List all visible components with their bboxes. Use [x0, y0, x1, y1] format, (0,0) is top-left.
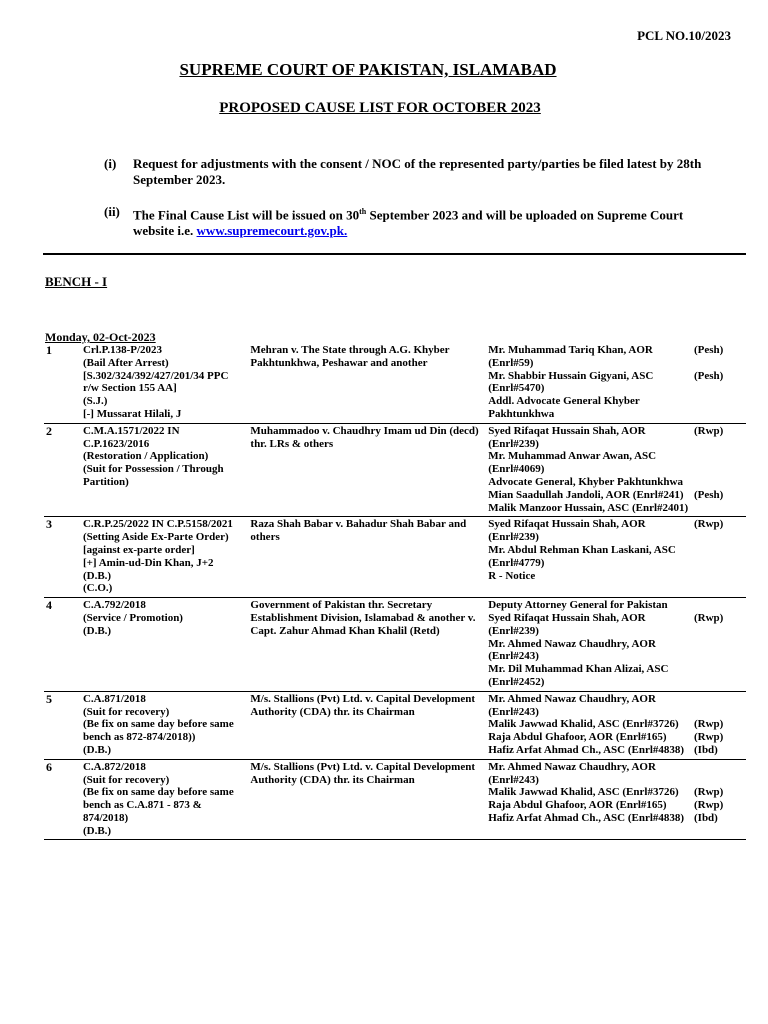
- advocate-region: [694, 570, 744, 583]
- advocate-name: Malik Manzoor Hussain, ASC (Enrl#2401): [488, 501, 689, 514]
- advocate-entry: [488, 731, 744, 744]
- advocate-region: (Rwp): [694, 518, 724, 531]
- case-detail-line: (D.B.): [82, 824, 112, 837]
- advocate-region: (Ibd): [694, 743, 718, 756]
- advocate-name: Hafiz Arfat Ahmad Ch., ASC (Enrl#4838): [488, 811, 685, 824]
- advocate-name: Malik Jawwad Khalid, ASC (Enrl#3726): [488, 786, 679, 799]
- case-detail-line: C.R.P.25/2022 IN C.P.5158/2021: [82, 518, 233, 531]
- case-detail-line: C.A.792/2018: [82, 599, 146, 612]
- advocate-region: [694, 599, 744, 612]
- advocate-name: Mian Saadullah Jandoli, AOR (Enrl#241): [488, 488, 684, 501]
- case-number-cell: [81, 517, 248, 598]
- case-row: [44, 759, 746, 840]
- case-detail-line: (D.B.): [82, 743, 112, 756]
- header-divider: [43, 253, 746, 255]
- advocate-region: (Rwp): [694, 424, 724, 437]
- advocate-name: Mr. Abdul Rehman Khan Laskani, ASC (Enrl#4779): [488, 543, 676, 569]
- note-text: [104, 204, 704, 239]
- case-number-cell: [81, 343, 248, 423]
- case-detail-line: (Restoration / Application): [82, 450, 209, 463]
- note-superscript: th: [359, 207, 367, 216]
- advocate-entry: [488, 489, 744, 502]
- advocate-entry: [488, 599, 744, 612]
- advocate-name: Mr. Ahmed Nawaz Chaudhry, AOR (Enrl#243): [488, 637, 656, 663]
- advocate-region: (Ibd): [694, 811, 718, 824]
- case-row: [44, 691, 746, 759]
- serial-number: 4: [46, 598, 52, 613]
- case-detail-line: (Suit for recovery): [82, 705, 170, 718]
- court-title: SUPREME COURT OF PAKISTAN, ISLAMABAD: [179, 60, 557, 79]
- case-title: Government of Pakistan thr. Secretary Establishment Division, Islamabad & another v. Capt. Zahur Ahmad Khan Khalil (Retd): [250, 599, 476, 637]
- case-detail-line: [+] Amin-ud-Din Khan, J+2: [82, 556, 214, 569]
- case-number-cell: [81, 598, 248, 692]
- case-detail-line: (Suit for Possession / Through Partition): [82, 463, 224, 488]
- pcl-number: PCL NO.10/2023: [637, 28, 731, 43]
- advocate-entry: [488, 450, 744, 476]
- case-detail-line: C.A.872/2018: [82, 760, 146, 773]
- advocate-name: Syed Rifaqat Hussain Shah, AOR (Enrl#239): [488, 518, 646, 544]
- advocate-entry: [488, 744, 744, 757]
- note-number: (i): [104, 156, 117, 171]
- advocates-cell: [486, 759, 746, 840]
- advocate-region: (Rwp): [694, 786, 724, 799]
- advocate-entry: [488, 570, 744, 583]
- case-detail-line: (Be fix on same day before same bench as C.A.871 - 873 & 874/2018): [82, 786, 234, 824]
- advocate-entry: [488, 812, 744, 825]
- advocate-region: [694, 476, 744, 489]
- advocate-entry: [488, 718, 744, 731]
- case-detail-line: Crl.P.138-P/2023: [82, 344, 163, 356]
- case-title: Muhammadoo v. Chaudhry Imam ud Din (decd) thr. LRs & others: [250, 424, 479, 450]
- advocate-region: [694, 395, 744, 421]
- case-number-cell: [81, 691, 248, 759]
- advocate-entry: [488, 799, 744, 812]
- advocate-entry: [488, 518, 744, 544]
- advocate-region: [694, 761, 744, 787]
- case-detail-line: (Service / Promotion): [82, 611, 183, 624]
- advocate-name: Malik Jawwad Khalid, ASC (Enrl#3726): [488, 718, 679, 731]
- advocate-name: Raja Abdul Ghafoor, AOR (Enrl#165): [488, 799, 667, 812]
- case-title: Raza Shah Babar v. Bahadur Shah Babar and others: [250, 518, 467, 544]
- advocate-name: Hafiz Arfat Ahmad Ch., ASC (Enrl#4838): [488, 743, 685, 756]
- case-detail-line: [S.302/324/392/427/201/34 PPC r/w Section 155 AA]: [82, 369, 229, 395]
- advocate-entry: [488, 638, 744, 664]
- advocate-entry: [488, 612, 744, 638]
- advocate-name: Advocate General, Khyber Pakhtunkhwa: [488, 475, 683, 488]
- advocate-region: [694, 502, 744, 515]
- advocate-name: Addl. Advocate General Khyber Pakhtunkhwa: [488, 395, 640, 420]
- advocate-name: Mr. Shabbir Hussain Gigyani, ASC (Enrl#5470): [488, 369, 654, 395]
- advocate-entry: [488, 693, 744, 719]
- note-text-part: September 2023 and will be uploaded on Supreme Court website i.e.: [133, 207, 684, 239]
- case-detail-line: (Be fix on same day before same bench as 872-874/2018)): [82, 718, 234, 744]
- advocate-region: (Rwp): [694, 611, 724, 624]
- advocate-entry: [488, 502, 744, 515]
- advocates-cell: [486, 517, 746, 598]
- case-detail-line: (D.B.): [82, 569, 112, 582]
- advocate-name: Raja Abdul Ghafoor, AOR (Enrl#165): [488, 731, 667, 744]
- advocate-region: [694, 693, 744, 719]
- case-detail-line: [-] Mussarat Hilali, J: [82, 407, 182, 420]
- serial-number: 3: [46, 517, 52, 532]
- case-detail-line: C.M.A.1571/2022 IN C.P.1623/2016: [82, 424, 180, 450]
- case-row: [44, 517, 746, 598]
- advocate-entry: [488, 425, 744, 451]
- case-number-cell: [81, 759, 248, 840]
- case-detail-line: (S.J.): [82, 395, 108, 408]
- advocate-name: Syed Rifaqat Hussain Shah, AOR (Enrl#239): [488, 424, 646, 450]
- website-link[interactable]: www.supremecourt.gov.pk.: [196, 223, 348, 239]
- advocate-entry: [488, 476, 744, 489]
- case-detail-line: (C.O.): [82, 582, 113, 595]
- advocate-name: Syed Rifaqat Hussain Shah, AOR (Enrl#239): [488, 611, 646, 637]
- advocates-cell: [486, 343, 746, 423]
- note-text: Request for adjustments with the consent / NOC of the represented party/parties be filed latest by 28th September 2023.: [133, 156, 702, 187]
- advocates-cell: [486, 598, 746, 692]
- advocate-region: (Rwp): [694, 731, 724, 744]
- advocate-name: Mr. Dil Muhammad Khan Alizai, ASC (Enrl#2452): [488, 663, 669, 688]
- cause-list-title: PROPOSED CAUSE LIST FOR OCTOBER 2023: [219, 100, 541, 116]
- advocate-region: (Rwp): [694, 799, 724, 812]
- case-detail-line: (Setting Aside Ex-Parte Order): [82, 531, 229, 544]
- advocate-region: [694, 450, 744, 476]
- advocate-region: (Pesh): [694, 488, 724, 501]
- note-final-list: [104, 204, 704, 239]
- bench-heading: BENCH - I: [45, 274, 108, 289]
- case-detail-line: (Suit for recovery): [82, 773, 170, 786]
- note-text-part: The Final Cause List will be issued on 30: [133, 207, 360, 223]
- case-number-cell: [81, 423, 248, 517]
- advocate-entry: [488, 544, 744, 570]
- advocate-region: [694, 663, 744, 689]
- serial-number: 2: [46, 423, 52, 438]
- advocate-name: Mr. Ahmed Nawaz Chaudhry, AOR (Enrl#243): [488, 760, 656, 786]
- hearing-date: Monday, 02-Oct-2023: [45, 330, 156, 344]
- case-detail-line: (D.B.): [82, 624, 112, 637]
- note-number: (ii): [104, 204, 120, 219]
- advocate-entry: [488, 395, 744, 421]
- case-detail-line: [against ex-parte order]: [82, 543, 195, 556]
- note-adjustments: [104, 156, 704, 188]
- advocate-entry: [488, 344, 744, 370]
- advocates-cell: [486, 423, 746, 517]
- case-title: M/s. Stallions (Pvt) Ltd. v. Capital Development Authority (CDA) thr. its Chairman: [250, 692, 475, 718]
- advocate-region: [694, 638, 744, 664]
- advocate-region: (Rwp): [694, 718, 724, 731]
- advocate-entry: [488, 663, 744, 689]
- serial-number: 5: [46, 691, 52, 706]
- case-title: M/s. Stallions (Pvt) Ltd. v. Capital Development Authority (CDA) thr. its Chairman: [250, 760, 475, 786]
- case-row: [44, 423, 746, 517]
- advocate-region: [694, 544, 744, 570]
- cause-list-table: [44, 343, 746, 840]
- case-title: Mehran v. The State through A.G. Khyber Pakhtunkhwa, Peshawar and another: [250, 344, 450, 369]
- advocate-name: Mr. Ahmed Nawaz Chaudhry, AOR (Enrl#243): [488, 692, 656, 718]
- serial-number: 1: [46, 343, 52, 357]
- case-row: [44, 343, 746, 423]
- case-row: [44, 598, 746, 692]
- case-detail-line: C.A.871/2018: [82, 692, 146, 705]
- advocate-region: (Pesh): [694, 369, 724, 382]
- advocate-name: Deputy Attorney General for Pakistan: [488, 599, 668, 612]
- advocates-cell: [486, 691, 746, 759]
- advocate-name: R - Notice: [488, 569, 536, 582]
- advocate-name: Mr. Muhammad Tariq Khan, AOR (Enrl#59): [488, 344, 653, 369]
- advocate-name: Mr. Muhammad Anwar Awan, ASC (Enrl#4069): [488, 450, 657, 476]
- advocate-entry: [488, 786, 744, 799]
- advocate-entry: [488, 370, 744, 396]
- serial-number: 6: [46, 759, 52, 774]
- advocate-region: (Pesh): [694, 344, 724, 356]
- case-detail-line: (Bail After Arrest): [82, 356, 169, 369]
- advocate-entry: [488, 761, 744, 787]
